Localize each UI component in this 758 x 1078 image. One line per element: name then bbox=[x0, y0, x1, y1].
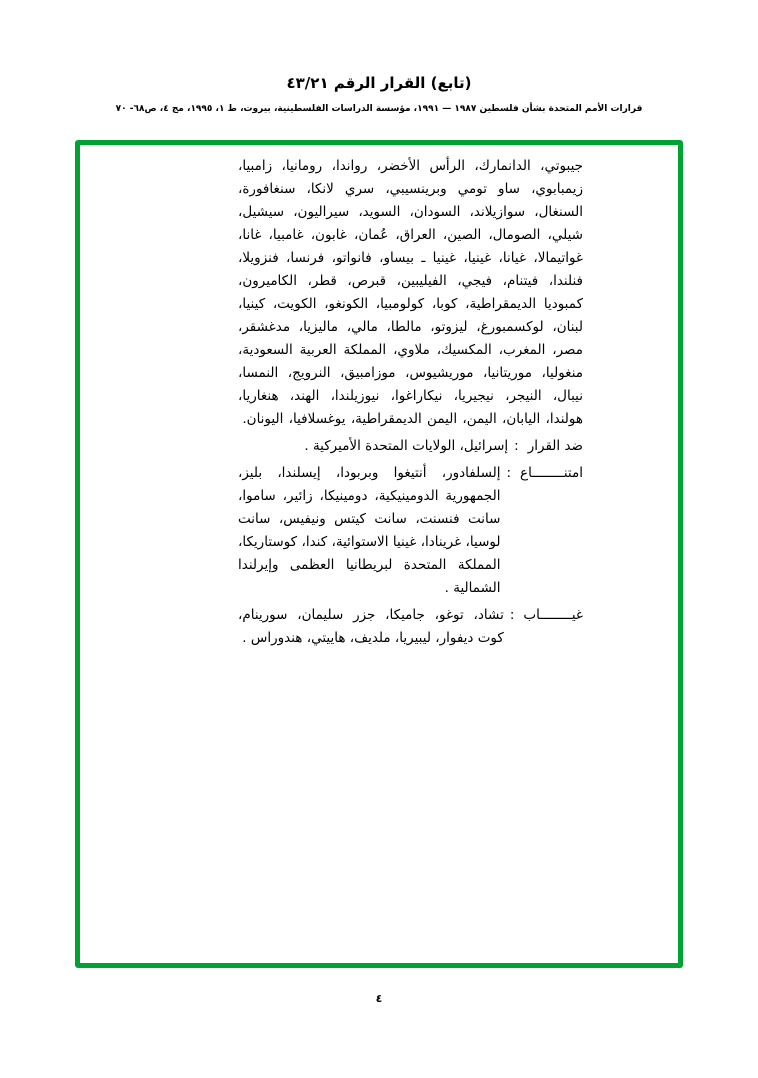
vote-colon: : bbox=[509, 607, 515, 623]
vote-value: إسرائيل، الولايات المتحدة الأميركية . bbox=[304, 438, 509, 454]
vote-colon: : bbox=[514, 438, 519, 454]
page-title: (تابع) القرار الرقم ٤٣/٢١ bbox=[286, 74, 472, 92]
document-content bbox=[238, 155, 583, 650]
page-number: ٤ bbox=[375, 992, 383, 1005]
vote-label: امتنــــــــاع bbox=[520, 465, 583, 481]
vote-label: ضد القرار bbox=[527, 438, 583, 454]
page-subtitle: قرارات الأمم المتحدة بشأن فلسطين ١٩٨٧ — ١٩٩١، مؤسسة الدراسات الفلسطينية، بيروت، ط ١، ١٩٩٥، مج ٤، ص٦٨- ٧٠ bbox=[115, 104, 643, 114]
vote-row bbox=[238, 462, 583, 600]
vote-row bbox=[238, 435, 583, 458]
vote-label: غيــــــــاب bbox=[523, 607, 583, 623]
vote-colon: : bbox=[506, 465, 512, 481]
vote-value: إلسلفادور، أنتيغوا وبربودا، إيسلندا، بليز، الجمهورية الدومينيكية، دومينيكا، زائير، ساموا، سانت فنسنت، سانت كيتس ونيفيس، سانت لوسيا، غرينادا، غينيا الاستوائية، كندا، كوستاريكا، المملكة المتحدة لبريطانيا العظمى وإيرلندا الشمالية . bbox=[238, 465, 501, 596]
vote-row bbox=[238, 604, 583, 650]
countries-paragraph: جيبوتي، الدانمارك، الرأس الأخضر، رواندا، رومانيا، زامبيا، زيمبابوي، ساو تومي وبرينسيبي، سري لانكا، سنغافورة، السنغال، سوازيلاند، السودان، السويد، سيراليون، سيشيل، شيلي، الصومال، الصين، العراق، عُمان، غابون، غامبيا، غانا، غواتيمالا، غيانا، غينيا، غينيا ـ بيساو، فانواتو، فرنسا، فنزويلا، فنلندا، فيتنام، فيجي، الفيليبين، قبرص، قطر، الكاميرون، كمبوديا الديمقراطية، كوبا، كولومبيا، الكونغو، الكويت، كينيا، لبنان، لوكسمبورغ، ليزوتو، مالطا، مالي، ماليزيا، مدغشقر، مصر، المغرب، المكسيك، ملاوي، المملكة العربية السعودية، منغوليا، موريتانيا، موريشيوس، موزامبيق، النرويج، النمسا، نيبال، النيجر، نيجيريا، نيكاراغوا، نيوزيلندا، الهند، هنغاريا، هولندا، اليابان، اليمن، اليمن الديمقراطية، يوغسلافيا، اليونان. bbox=[238, 158, 583, 427]
vote-value: تشاد، توغو، جاميكا، جزر سليمان، سورينام، كوت ديفوار، ليبيريا، ملديف، هاييتي، هندوراس . bbox=[238, 607, 504, 646]
